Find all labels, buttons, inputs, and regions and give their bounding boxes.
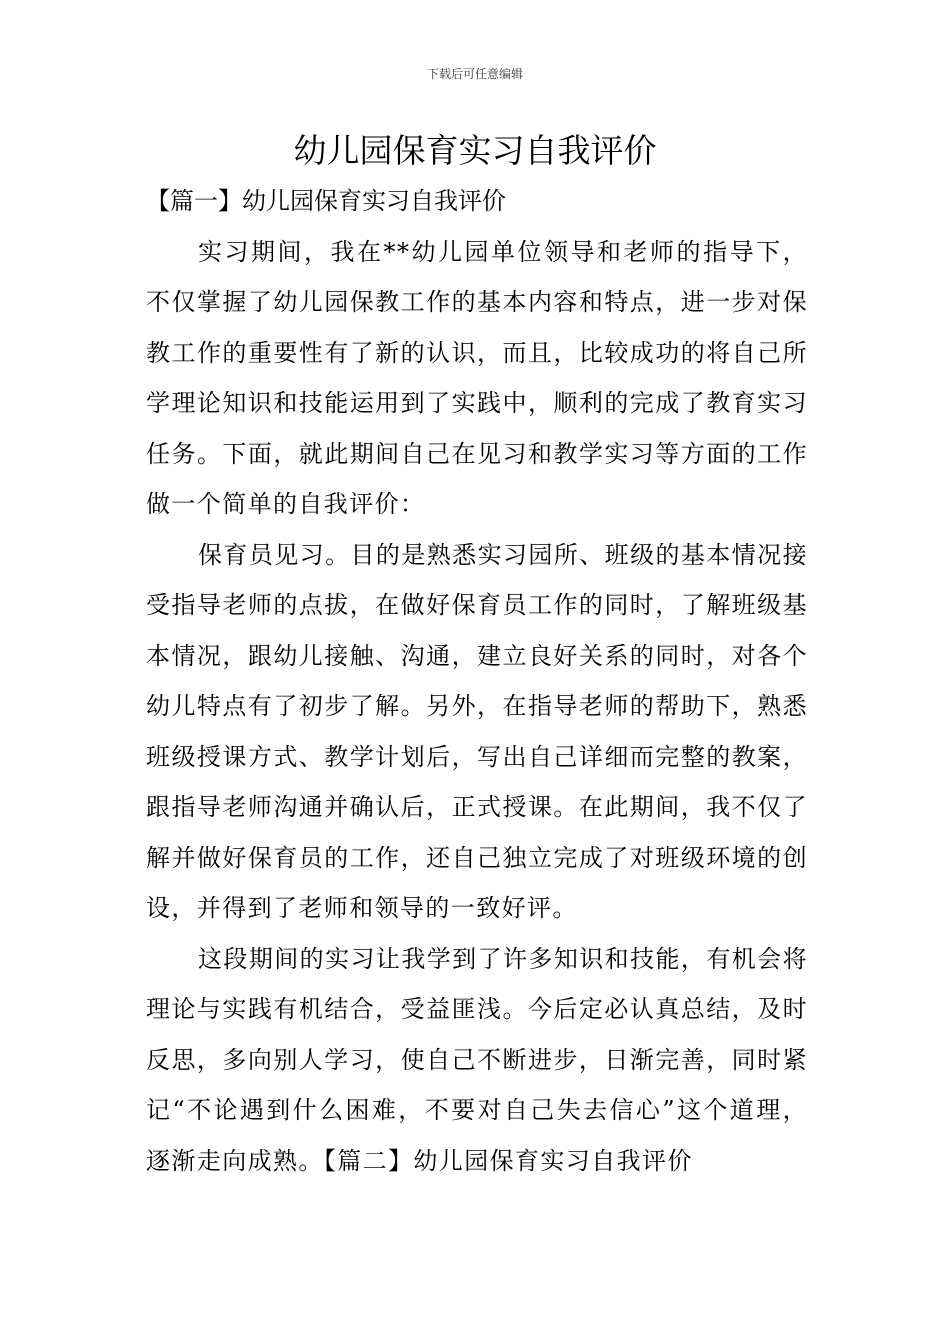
section-heading: 【篇一】幼儿园保育实习自我评价 bbox=[146, 187, 506, 215]
paragraph-2: 保育员见习。目的是熟悉实习园所、班级的基本情况接受指导老师的点拔，在做好保育员工作的同时，了解班级基本情况，跟幼儿接触、沟通，建立良好关系的同时，对各个幼儿特点有了初步了解。另外，在指导老师的帮助下，熟悉班级授课方式、教学计划后，写出自己详细而完整的教案，跟指导老师沟通并确认后，正式授课。在此期间，我不仅了解并做好保育员的工作，还自己独立完成了对班级环境的创设，并得到了老师和领导的一致好评。 bbox=[146, 540, 808, 922]
document-title: 幼儿园保育实习自我评价 bbox=[293, 131, 657, 170]
document-body bbox=[146, 176, 808, 1186]
header-note: 下载后可任意编辑 bbox=[426, 67, 523, 81]
paragraph-3: 这段期间的实习让我学到了许多知识和技能，有机会将理论与实践有机结合，受益匪浅。今后定必认真总结，及时反思，多向别人学习，使自己不断进步，日渐完善，同时紧记“不论遇到什么困难，不要对自己失去信心”这个道理，逐渐走向成熟。【篇二】幼儿园保育实习自我评价 bbox=[146, 944, 808, 1175]
paragraph-1: 实习期间，我在**幼儿园单位领导和老师的指导下，不仅掌握了幼儿园保教工作的基本内容和特点，进一步对保教工作的重要性有了新的认识，而且，比较成功的将自己所学理论知识和技能运用到了实践中，顺利的完成了教育实习任务。下面，就此期间自己在见习和教学实习等方面的工作做一个简单的自我评价： bbox=[146, 237, 808, 518]
